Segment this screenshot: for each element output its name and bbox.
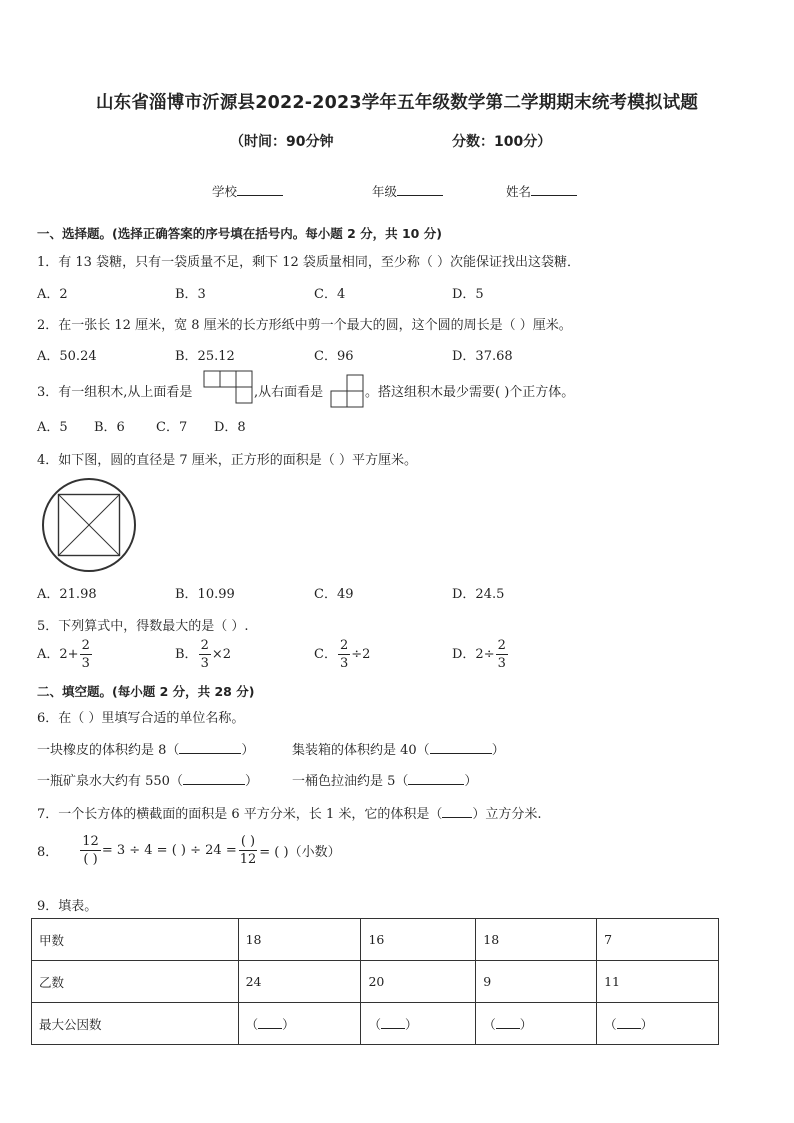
q6-eraser-volume: 一块橡皮的体积约是 8（ ） [37, 743, 255, 758]
gcd-answer-cell[interactable]: （ ） [597, 1003, 719, 1045]
q3-option-d[interactable]: D．8 [214, 420, 246, 435]
top-view-figure [203, 370, 255, 406]
q2-option-c[interactable]: C．96 [314, 349, 354, 364]
q3-option-c[interactable]: C．7 [156, 420, 188, 435]
table-cell: 18 [476, 919, 597, 961]
q4-option-b[interactable]: B．10.99 [175, 587, 235, 602]
row-label: 甲数 [32, 919, 239, 961]
question-6: 6．在（ ）里填写合适的单位名称。 [37, 711, 245, 726]
question-1: 1．有 13 袋糖，只有一袋质量不足，剩下 12 袋质量相同，至少称（ ）次能保证找出这袋糖． [37, 255, 581, 270]
q2-option-b[interactable]: B．25.12 [175, 349, 235, 364]
gcd-answer-cell[interactable]: （ ） [238, 1003, 361, 1045]
q3-option-b[interactable]: B．6 [94, 420, 125, 435]
question-3-part1: 3．有一组积木,从上面看是 [37, 385, 193, 400]
table-cell: 7 [597, 919, 719, 961]
table-cell: 24 [238, 961, 361, 1003]
q1-option-c[interactable]: C．4 [314, 287, 346, 302]
table-cell: 11 [597, 961, 719, 1003]
table-cell: 18 [238, 919, 361, 961]
question-5: 5．下列算式中，得数最大的是（ ）. [37, 619, 249, 634]
q4-option-c[interactable]: C．49 [314, 587, 354, 602]
question-7: 7．一个长方体的横截面的面积是 6 平方分米，长 1 米，它的体积是（ ）立方分米. [37, 807, 542, 822]
q4-option-a[interactable]: A．21.98 [37, 587, 97, 602]
school-label: 学校 [212, 184, 238, 199]
q6-container-volume: 集装箱的体积约是 40（ ） [292, 743, 505, 758]
q2-option-a[interactable]: A．50.24 [37, 349, 97, 364]
table-cell: 9 [476, 961, 597, 1003]
table-cell: 16 [361, 919, 476, 961]
q6-water-volume: 一瓶矿泉水大约有 550（ ） [37, 774, 258, 789]
answer-blank[interactable] [183, 772, 245, 785]
q3-option-a[interactable]: A．5 [37, 420, 68, 435]
name-label: 姓名 [506, 184, 532, 199]
q6-oil-volume: 一桶色拉油约是 5（ ） [292, 774, 478, 789]
question-9: 9．填表。 [37, 899, 98, 914]
table-cell: 20 [361, 961, 476, 1003]
q5-option-c[interactable]: C． $\frac{2}{3}$ ÷2 [314, 638, 371, 671]
row-label: 最大公因数 [32, 1003, 239, 1045]
q1-option-d[interactable]: D．5 [452, 287, 484, 302]
q5-option-a[interactable]: A．2+ $\frac{2}{3}$ [37, 638, 90, 671]
name-blank[interactable] [531, 183, 577, 196]
q1-option-a[interactable]: A．2 [37, 287, 68, 302]
q1-option-b[interactable]: B．3 [175, 287, 206, 302]
q5-option-d[interactable]: D．2÷ $\frac{2}{3}$ [452, 638, 506, 671]
name-field[interactable] [506, 182, 577, 200]
gcd-answer-cell[interactable]: （ ） [361, 1003, 476, 1045]
answer-blank[interactable] [408, 772, 464, 785]
question-8: 8． $\frac{12}{( )}$ = 3 ÷ 4 = ( ) ÷ 24 = $\frac{( )}{12}$ = ( )（小数） [37, 834, 341, 867]
q5-option-b[interactable]: B． $\frac{2}{3}$ ×2 [175, 638, 232, 671]
right-view-figure [329, 374, 365, 408]
exam-time: （时间：90分钟 [230, 134, 334, 150]
q2-option-d[interactable]: D．37.68 [452, 349, 513, 364]
q4-option-d[interactable]: D．24.5 [452, 587, 505, 602]
question-2: 2．在一张长 12 厘米，宽 8 厘米的长方形纸中剪一个最大的圆，这个圆的周长是（ ）厘米。 [37, 318, 572, 333]
gcd-table [31, 918, 719, 1045]
row-label: 乙数 [32, 961, 239, 1003]
answer-blank[interactable] [179, 741, 241, 754]
table-row [32, 1003, 719, 1045]
gcd-answer-cell[interactable]: （ ） [476, 1003, 597, 1045]
answer-blank[interactable] [430, 741, 492, 754]
exam-score: 分数：100分） [452, 134, 552, 150]
question-3-part2: ,从右面看是 [254, 385, 324, 400]
question-3-part3: 。搭这组积木最少需要( )个正方体。 [365, 385, 575, 400]
answer-blank[interactable] [442, 805, 472, 818]
section-heading-choice: 一、选择题。(选择正确答案的序号填在括号内。每小题 2 分，共 10 分) [37, 226, 442, 241]
table-row [32, 961, 719, 1003]
grade-field[interactable] [372, 182, 443, 200]
grade-blank[interactable] [397, 183, 443, 196]
section-heading-fill: 二、填空题。(每小题 2 分，共 28 分) [37, 684, 255, 699]
page-title: 山东省淄博市沂源县2022-2023学年五年级数学第二学期期末统考模拟试题 [95, 93, 699, 113]
grade-label: 年级 [372, 184, 398, 199]
circle-square-figure [41, 477, 137, 573]
school-blank[interactable] [237, 183, 283, 196]
question-4: 4．如下图，圆的直径是 7 厘米，正方形的面积是（ ）平方厘米。 [37, 453, 417, 468]
school-field[interactable] [212, 182, 283, 200]
table-row [32, 919, 719, 961]
